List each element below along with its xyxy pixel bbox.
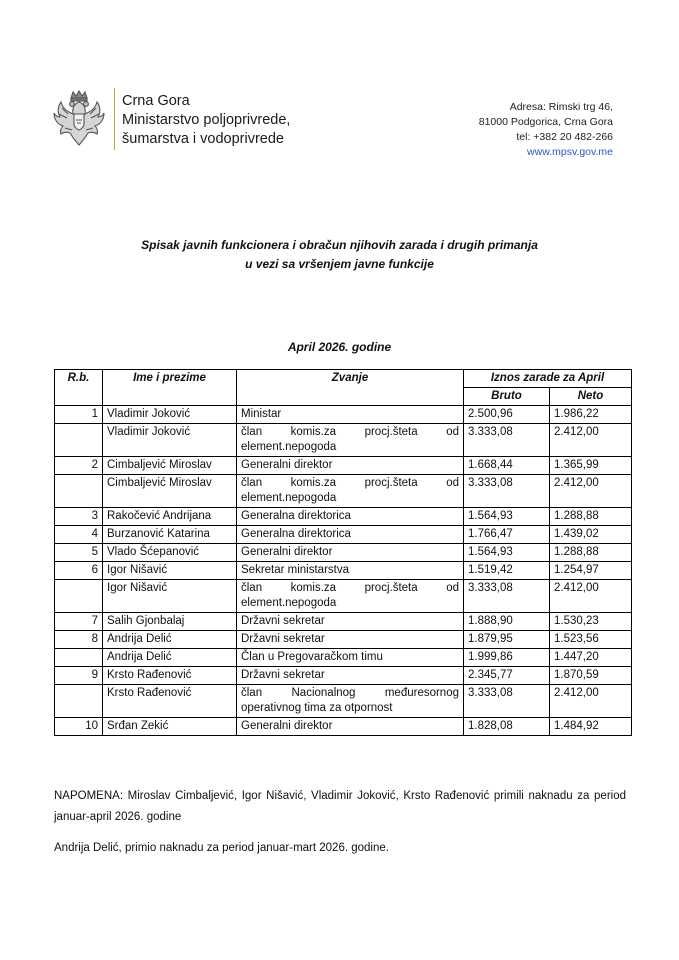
phone-line: tel: +382 20 482-266 bbox=[516, 131, 613, 143]
cell-rb bbox=[55, 475, 103, 508]
cell-title: Ministar bbox=[237, 406, 464, 424]
cell-bruto: 1.879,95 bbox=[464, 631, 550, 649]
cell-name: Andrija Delić bbox=[103, 631, 237, 649]
cell-name: Vladimir Joković bbox=[103, 406, 237, 424]
cell-rb: 6 bbox=[55, 562, 103, 580]
cell-title: Državni sekretar bbox=[237, 631, 464, 649]
cell-rb: 3 bbox=[55, 508, 103, 526]
org-line-ministry: Ministarstvo poljoprivrede, bbox=[122, 112, 291, 128]
cell-rb: 9 bbox=[55, 667, 103, 685]
cell-name: Krsto Rađenović bbox=[103, 667, 237, 685]
title-line-1: Spisak javnih funkcionera i obračun njihovih zarada i drugih primanja bbox=[141, 238, 538, 252]
cell-name: Vlado Šćepanović bbox=[103, 544, 237, 562]
org-line-ministry-cont: šumarstva i vodoprivrede bbox=[122, 131, 284, 147]
cell-name: Andrija Delić bbox=[103, 649, 237, 667]
cell-neto: 1.870,59 bbox=[550, 667, 632, 685]
cell-title: član komis.za procj.šteta od element.nepogoda bbox=[237, 424, 464, 457]
header-title: Zvanje bbox=[237, 370, 464, 406]
cell-neto: 1.288,88 bbox=[550, 544, 632, 562]
cell-rb: 8 bbox=[55, 631, 103, 649]
address-line-2: 81000 Podgorica, Crna Gora bbox=[478, 116, 613, 128]
document-title bbox=[0, 236, 679, 274]
header-rb: R.b. bbox=[55, 370, 103, 406]
letterhead bbox=[52, 88, 613, 158]
cell-title: Član u Pregovaračkom timu bbox=[237, 649, 464, 667]
cell-bruto: 3.333,08 bbox=[464, 685, 550, 718]
cell-bruto: 3.333,08 bbox=[464, 580, 550, 613]
cell-bruto: 1.564,93 bbox=[464, 544, 550, 562]
cell-bruto: 1.564,93 bbox=[464, 508, 550, 526]
header-name: Ime i prezime bbox=[103, 370, 237, 406]
cell-bruto: 1.888,90 bbox=[464, 613, 550, 631]
cell-neto: 1.447,20 bbox=[550, 649, 632, 667]
table-header-row bbox=[55, 370, 632, 388]
cell-title: Generalna direktorica bbox=[237, 526, 464, 544]
cell-title: Državni sekretar bbox=[237, 667, 464, 685]
cell-neto: 1.288,88 bbox=[550, 508, 632, 526]
table-row bbox=[55, 580, 632, 613]
cell-neto: 2.412,00 bbox=[550, 424, 632, 457]
website-link[interactable]: www.mpsv.gov.me bbox=[527, 146, 613, 158]
cell-title: član komis.za procj.šteta od element.nepogoda bbox=[237, 475, 464, 508]
cell-bruto: 3.333,08 bbox=[464, 475, 550, 508]
cell-rb: 1 bbox=[55, 406, 103, 424]
cell-title: Generalni direktor bbox=[237, 718, 464, 736]
cell-neto: 2.412,00 bbox=[550, 475, 632, 508]
cell-neto: 2.412,00 bbox=[550, 580, 632, 613]
cell-name: Igor Nišavić bbox=[103, 562, 237, 580]
address-line-1: Adresa: Rimski trg 46, bbox=[509, 101, 613, 113]
table-row bbox=[55, 457, 632, 475]
cell-bruto: 1.999,86 bbox=[464, 649, 550, 667]
cell-rb: 7 bbox=[55, 613, 103, 631]
cell-bruto: 2.500,96 bbox=[464, 406, 550, 424]
cell-name: Salih Gjonbalaj bbox=[103, 613, 237, 631]
cell-rb: 5 bbox=[55, 544, 103, 562]
cell-title: Državni sekretar bbox=[237, 613, 464, 631]
cell-bruto: 3.333,08 bbox=[464, 424, 550, 457]
cell-rb: 10 bbox=[55, 718, 103, 736]
notes bbox=[54, 786, 626, 869]
table-body bbox=[55, 406, 632, 736]
cell-neto: 1.439,02 bbox=[550, 526, 632, 544]
cell-title: član komis.za procj.šteta od element.nepogoda bbox=[237, 580, 464, 613]
table-row bbox=[55, 544, 632, 562]
note-napomena: NAPOMENA: Miroslav Cimbaljević, Igor Nišavić, Vladimir Joković, Krsto Rađenović primili naknadu za period januar-april 2026. godine bbox=[54, 790, 626, 823]
table-row bbox=[55, 424, 632, 457]
cell-rb bbox=[55, 649, 103, 667]
period-heading: April 2026. godine bbox=[287, 340, 392, 354]
cell-name: Srđan Zekić bbox=[103, 718, 237, 736]
note-delic: Andrija Delić, primio naknadu za period januar-mart 2026. godine. bbox=[54, 842, 389, 854]
cell-rb bbox=[55, 424, 103, 457]
cell-neto: 1.523,56 bbox=[550, 631, 632, 649]
cell-rb bbox=[55, 580, 103, 613]
contact-block bbox=[479, 100, 613, 160]
cell-neto: 1.254,97 bbox=[550, 562, 632, 580]
table-row bbox=[55, 718, 632, 736]
cell-bruto: 1.828,08 bbox=[464, 718, 550, 736]
table-row bbox=[55, 685, 632, 718]
cell-neto: 1.530,23 bbox=[550, 613, 632, 631]
cell-title: Sekretar ministarstva bbox=[237, 562, 464, 580]
title-line-2: u vezi sa vršenjem javne funkcije bbox=[245, 257, 434, 271]
header-bruto: Bruto bbox=[464, 388, 550, 406]
header-neto: Neto bbox=[550, 388, 632, 406]
cell-title: Generalna direktorica bbox=[237, 508, 464, 526]
cell-bruto: 2.345,77 bbox=[464, 667, 550, 685]
header-divider bbox=[114, 88, 115, 150]
cell-name: Igor Nišavić bbox=[103, 580, 237, 613]
table-row bbox=[55, 649, 632, 667]
cell-rb bbox=[55, 685, 103, 718]
cell-neto: 2.412,00 bbox=[550, 685, 632, 718]
cell-name: Rakočević Andrijana bbox=[103, 508, 237, 526]
cell-bruto: 1.766,47 bbox=[464, 526, 550, 544]
cell-neto: 1.484,92 bbox=[550, 718, 632, 736]
table-row bbox=[55, 631, 632, 649]
table-row bbox=[55, 562, 632, 580]
cell-name: Cimbaljević Miroslav bbox=[103, 475, 237, 508]
table-row bbox=[55, 475, 632, 508]
cell-name: Vladimir Joković bbox=[103, 424, 237, 457]
cell-title: Generalni direktor bbox=[237, 457, 464, 475]
cell-bruto: 1.668,44 bbox=[464, 457, 550, 475]
cell-neto: 1.986,22 bbox=[550, 406, 632, 424]
org-line-country: Crna Gora bbox=[122, 93, 190, 109]
cell-neto: 1.365,99 bbox=[550, 457, 632, 475]
table-row bbox=[55, 613, 632, 631]
cell-name: Burzanović Katarina bbox=[103, 526, 237, 544]
cell-rb: 4 bbox=[55, 526, 103, 544]
table-row bbox=[55, 667, 632, 685]
cell-bruto: 1.519,42 bbox=[464, 562, 550, 580]
cell-name: Krsto Rađenović bbox=[103, 685, 237, 718]
organization-name bbox=[122, 92, 290, 149]
table-row bbox=[55, 508, 632, 526]
header-amount: Iznos zarade za April bbox=[464, 370, 632, 388]
table-row bbox=[55, 526, 632, 544]
officials-table bbox=[54, 369, 632, 736]
cell-title: Generalni direktor bbox=[237, 544, 464, 562]
table-row bbox=[55, 406, 632, 424]
cell-rb: 2 bbox=[55, 457, 103, 475]
cell-name: Cimbaljević Miroslav bbox=[103, 457, 237, 475]
coat-of-arms-icon bbox=[52, 90, 106, 148]
cell-title: član Nacionalnog međuresornog operativnog tima za otpornost bbox=[237, 685, 464, 718]
